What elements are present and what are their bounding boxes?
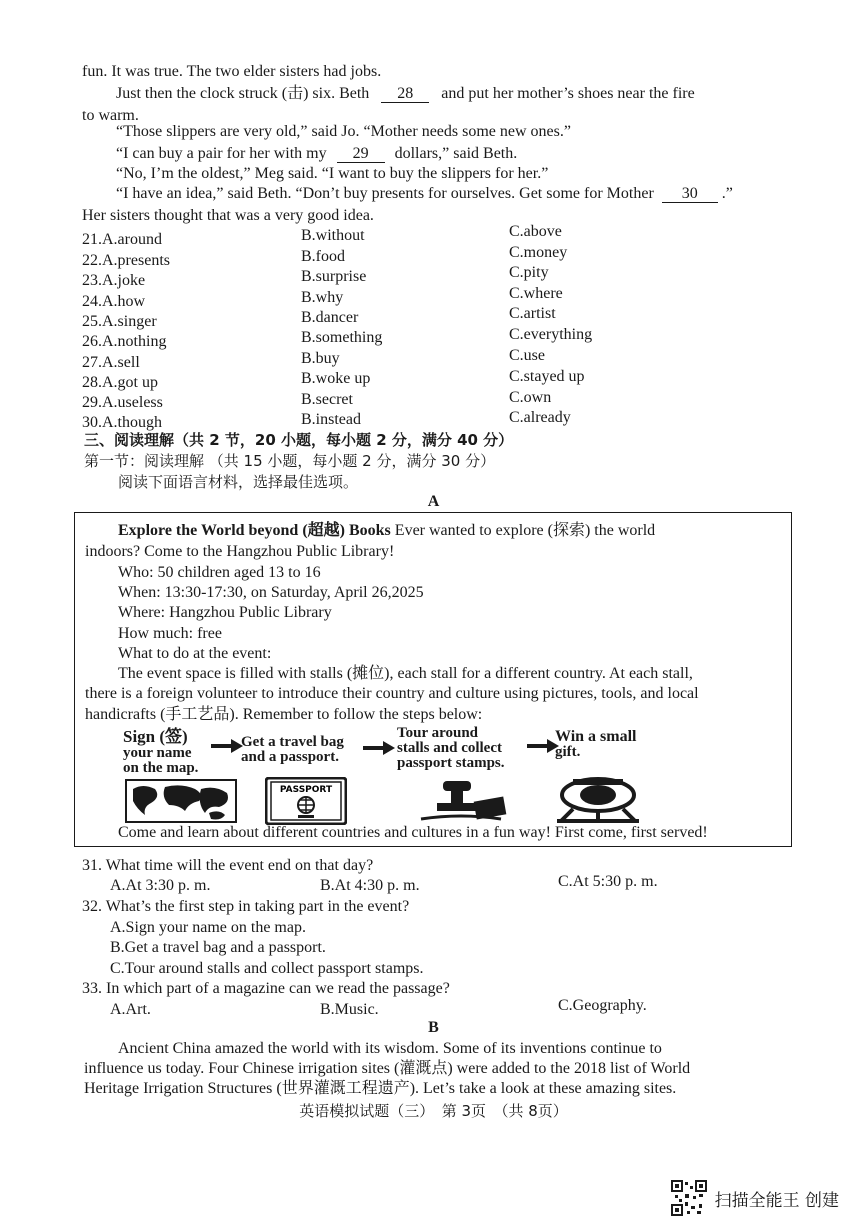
section-heading: 三、阅读理解（共 2 节，20 小题，每小题 2 分，满分 40 分） — [84, 431, 514, 449]
arrow-right-icon — [211, 739, 243, 753]
blank-29: 29 — [337, 146, 385, 163]
option-a: 24.A.how — [82, 293, 146, 310]
option-c: C.stayed up — [509, 368, 585, 385]
passage-b-line: influence us today. Four Chinese irrigation sites (灌溉点) were added to the 2018 list of World — [84, 1060, 691, 1077]
option-a: 26.A.nothing — [82, 333, 167, 350]
option-b: B.instead — [301, 411, 361, 428]
question-31: 31. What time will the event end on that day? — [82, 857, 374, 874]
step-sign-line: Sign (签) — [123, 727, 188, 746]
question-32-option-a: A.Sign your name on the map. — [110, 919, 306, 936]
notice-title: Explore the World beyond (超越) Books — [118, 522, 391, 539]
question-32: 32. What’s the first step in taking part in the event? — [82, 898, 410, 915]
notice-box — [74, 512, 792, 847]
notice-who: Who: 50 children aged 13 to 16 — [118, 564, 321, 581]
option-a: 21.A.around — [82, 231, 162, 248]
step-sign-line: your name — [123, 745, 192, 761]
question-33-option-c: C.Geography. — [558, 997, 647, 1014]
question-31-option-c: C.At 5:30 p. m. — [558, 873, 658, 890]
passage-line-blank28 — [82, 84, 695, 104]
scanner-watermark — [671, 1180, 839, 1216]
passage-line-blank30 — [82, 184, 733, 204]
option-c: C.where — [509, 285, 563, 302]
option-a: 30.A.though — [82, 414, 162, 431]
notice-closing: Come and learn about different countries and cultures in a fun way! First come, first served! — [118, 824, 708, 841]
option-a: 23.A.joke — [82, 272, 146, 289]
option-b: B.why — [301, 289, 344, 306]
notice-intro-2: indoors? Come to the Hangzhou Public Library! — [85, 543, 395, 560]
passage-line: to warm. — [82, 107, 139, 124]
watermark-text: 扫描全能王 创建 — [714, 1190, 839, 1211]
arrow-right-icon — [363, 741, 395, 755]
section-subheading: 第一节：阅读理解 （共 15 小题，每小题 2 分，满分 30 分） — [84, 452, 496, 470]
section-instruction: 阅读下面语言材料，选择最佳选项。 — [118, 473, 359, 491]
question-33: 33. In which part of a magazine can we read the passage? — [82, 980, 450, 997]
option-c: C.above — [509, 223, 562, 240]
option-b: B.surprise — [301, 268, 367, 285]
option-a: 27.A.sell — [82, 354, 140, 371]
option-c: C.own — [509, 389, 552, 406]
passage-text: Just then the clock struck (击) six. Beth — [116, 85, 370, 102]
stamp-icon — [415, 775, 515, 825]
question-33-option-a: A.Art. — [110, 1001, 151, 1018]
notice-desc-3: handicrafts (手工艺品). Remember to follow the steps below: — [85, 706, 483, 723]
step-tour-line: stalls and collect — [397, 740, 502, 756]
passage-text: and put her mother’s shoes near the fire — [441, 85, 695, 102]
step-tour-line: Tour around — [397, 725, 479, 741]
passage-line: fun. It was true. The two elder sisters had jobs. — [82, 63, 382, 80]
passport-word: PASSPORT — [279, 785, 333, 795]
option-a: 25.A.singer — [82, 313, 157, 330]
notice-when: When: 13:30-17:30, on Saturday, April 26,2025 — [118, 584, 424, 601]
passport-icon — [265, 777, 347, 825]
qr-code-icon — [671, 1180, 707, 1216]
option-a: 22.A.presents — [82, 252, 170, 269]
notice-where: Where: Hangzhou Public Library — [118, 604, 332, 621]
option-c: C.artist — [509, 305, 556, 322]
option-b: B.secret — [301, 391, 353, 408]
notice-todo: What to do at the event: — [118, 645, 272, 662]
option-b: B.something — [301, 329, 383, 346]
notice-desc-1: The event space is filled with stalls (摊位), each stall for a different country. At each stall, — [118, 665, 693, 682]
page-footer: 英语模拟试题（三） 第 3页 （共 8页） — [299, 1102, 568, 1120]
step-gift — [555, 729, 637, 760]
step-bag-line: Get a travel bag — [241, 734, 344, 750]
passage-text: “I have an idea,” said Beth. “Don’t buy presents for ourselves. Get some for Mother — [116, 185, 654, 202]
passage-label-b: B — [428, 1019, 439, 1036]
question-31-option-a: A.At 3:30 p. m. — [110, 877, 211, 894]
step-sign — [123, 728, 198, 776]
passage-text: “I can buy a pair for her with my — [116, 145, 327, 162]
option-c: C.use — [509, 347, 545, 364]
passage-line: “Those slippers are very old,” said Jo. “Mother needs some new ones.” — [116, 123, 571, 140]
option-b: B.food — [301, 248, 345, 265]
passage-line: Her sisters thought that was a very good idea. — [82, 207, 374, 224]
option-c: C.money — [509, 244, 568, 261]
blank-28: 28 — [381, 86, 429, 103]
option-b: B.without — [301, 227, 365, 244]
notice-cost: How much: free — [118, 625, 222, 642]
step-bag — [241, 735, 344, 765]
option-a: 28.A.got up — [82, 374, 158, 391]
step-gift-line: Win a small — [555, 728, 637, 745]
step-tour — [397, 726, 505, 771]
passage-text: dollars,” said Beth. — [394, 145, 518, 162]
notice-intro: Ever wanted to explore (探索) the world — [390, 522, 656, 539]
passage-label-a: A — [427, 493, 440, 510]
step-gift-line: gift. — [555, 744, 581, 760]
question-33-option-b: B.Music. — [320, 1001, 379, 1018]
option-b: B.dancer — [301, 309, 359, 326]
passage-text: .” — [721, 185, 733, 202]
option-a: 29.A.useless — [82, 394, 163, 411]
passage-b-line: Heritage Irrigation Structures (世界灌溉工程遗产). Let’s take a look at these amazing sites. — [84, 1080, 677, 1097]
question-32-option-b: B.Get a travel bag and a passport. — [110, 939, 326, 956]
option-b: B.buy — [301, 350, 340, 367]
notice-desc-2: there is a foreign volunteer to introduce their country and culture using pictures, tools, and local — [85, 685, 699, 702]
option-c: C.pity — [509, 264, 549, 281]
step-tour-line: passport stamps. — [397, 755, 505, 771]
question-31-option-b: B.At 4:30 p. m. — [320, 877, 420, 894]
option-c: C.everything — [509, 326, 593, 343]
blank-30: 30 — [662, 186, 718, 203]
question-32-option-c: C.Tour around stalls and collect passport stamps. — [110, 960, 424, 977]
passage-line: “No, I’m the oldest,” Meg said. “I want to buy the slippers for her.” — [116, 165, 549, 182]
passage-b-line: Ancient China amazed the world with its wisdom. Some of its inventions continue to — [118, 1040, 662, 1057]
world-map-icon — [125, 779, 237, 823]
step-bag-line: and a passport. — [241, 749, 339, 765]
notice-intro-line — [118, 521, 655, 541]
step-sign-line: on the map. — [123, 760, 199, 776]
option-c: C.already — [509, 409, 571, 426]
passage-line-blank29 — [82, 144, 517, 164]
gift-globe-icon — [553, 771, 643, 825]
option-b: B.woke up — [301, 370, 371, 387]
